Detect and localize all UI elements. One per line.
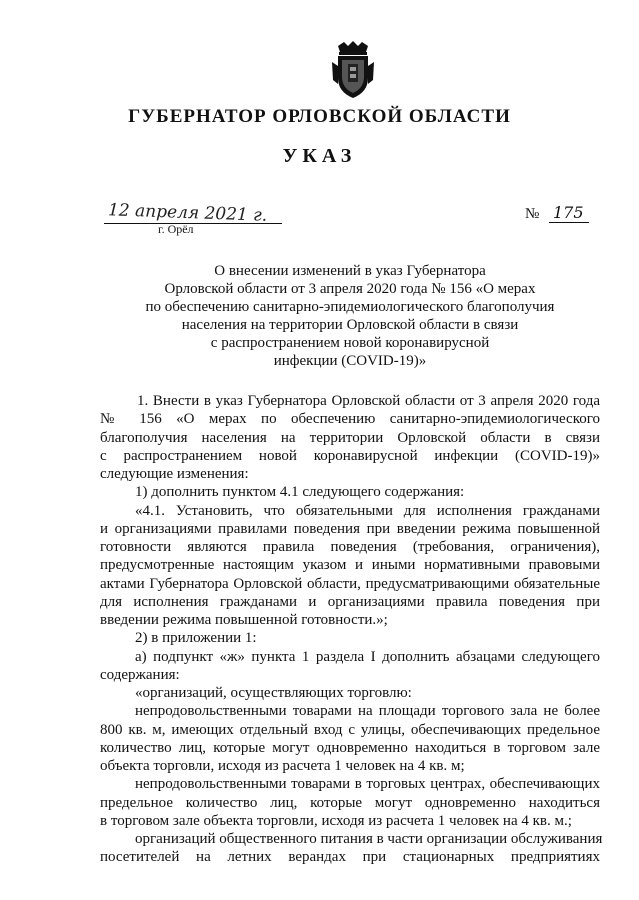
body-line: объекта торговли, исходя из расчета 1 человек на 4 кв. м; [100, 758, 465, 774]
subject-line: населения на территории Орловской области в связи [181, 317, 519, 333]
number-label: № [525, 206, 540, 222]
body-line: посетителей на летних верандах при стационарных предприятиях [100, 849, 600, 866]
body-line: а) подпункт «ж» пункта 1 раздела I дополнить абзацами следующего [135, 648, 600, 665]
body-line: 800 кв. м, имеющих отдельный вход с улицы, обеспечивающих предельное [100, 721, 600, 738]
body-line: «4.1. Установить, что обязательными для исполнения гражданами [135, 502, 600, 519]
body-line: содержания: [100, 666, 180, 683]
body-line: непродовольственными товарами на площади торгового зала не более [135, 703, 600, 720]
body-line: готовности являются правила поведения (требования, ограничения), [100, 539, 600, 555]
subject-line: Орловской области от 3 апреля 2020 года № 156 «О мерах [164, 281, 536, 297]
subject-line: инфекции (COVID-19)» [273, 353, 427, 369]
body-line: следующие изменения: [100, 466, 249, 482]
body-line: 1. Внести в указ Губернатора Орловской области от 3 апреля 2020 года [137, 393, 600, 409]
body-line: благополучия населения на территории Орловской области в связи [100, 429, 600, 446]
subject-line: по обеспечению санитарно-эпидемиологического благополучия [145, 299, 555, 315]
document-body [100, 392, 603, 867]
body-line: № 156 «О мерах по обеспечению санитарно-эпидемиологического [100, 411, 600, 428]
body-line: предельное количество лиц, которые могут одновременно находиться [100, 794, 600, 811]
coat-of-arms-icon [330, 40, 376, 100]
document-number-handwritten: 175 [553, 203, 584, 222]
body-line: актами Губернатора Орловской области, предусматривающими обязательные [100, 575, 600, 592]
body-line: количество лиц, которые могут одновременно находиться в торговом зале [100, 739, 600, 756]
document-type: УКАЗ [282, 145, 357, 167]
subject-line: О внесении изменений в указ Губернатора [214, 263, 486, 279]
body-line: непродовольственными товарами в торговых центрах, обеспечивающих [135, 776, 600, 793]
body-line: 1) дополнить пунктом 4.1 следующего содержания: [135, 484, 465, 501]
body-line: и организациями правилами поведения при введении режима повышенной [100, 520, 600, 537]
body-line: предусмотренные настоящим указом и иными нормативными правовыми [100, 557, 600, 574]
body-line: с распространением новой коронавирусной инфекции (COVID-19)» [100, 447, 600, 464]
issue-city: г. Орёл [158, 222, 194, 236]
issue-date-handwritten: 12 апреля 2021 г. [107, 200, 268, 226]
issuer-title: ГУБЕРНАТОР ОРЛОВСКОЙ ОБЛАСТИ [128, 106, 511, 127]
body-line: 2) в приложении 1: [135, 630, 257, 647]
body-line: организаций общественного питания в части организации обслуживания [135, 831, 603, 847]
number-underline [549, 222, 589, 223]
body-line: в торговом зале объекта торговли, исходя из расчета 1 человек на 4 кв. м.; [100, 812, 572, 829]
body-line: введении режима повышенной готовности.»; [100, 612, 388, 628]
subject-line: с распространением новой коронавирусной [210, 335, 490, 351]
body-line: для исполнения гражданами и организациями правила поведения при [100, 593, 600, 610]
document-subject [130, 262, 570, 370]
body-line: «организаций, осуществляющих торговлю: [135, 685, 412, 701]
